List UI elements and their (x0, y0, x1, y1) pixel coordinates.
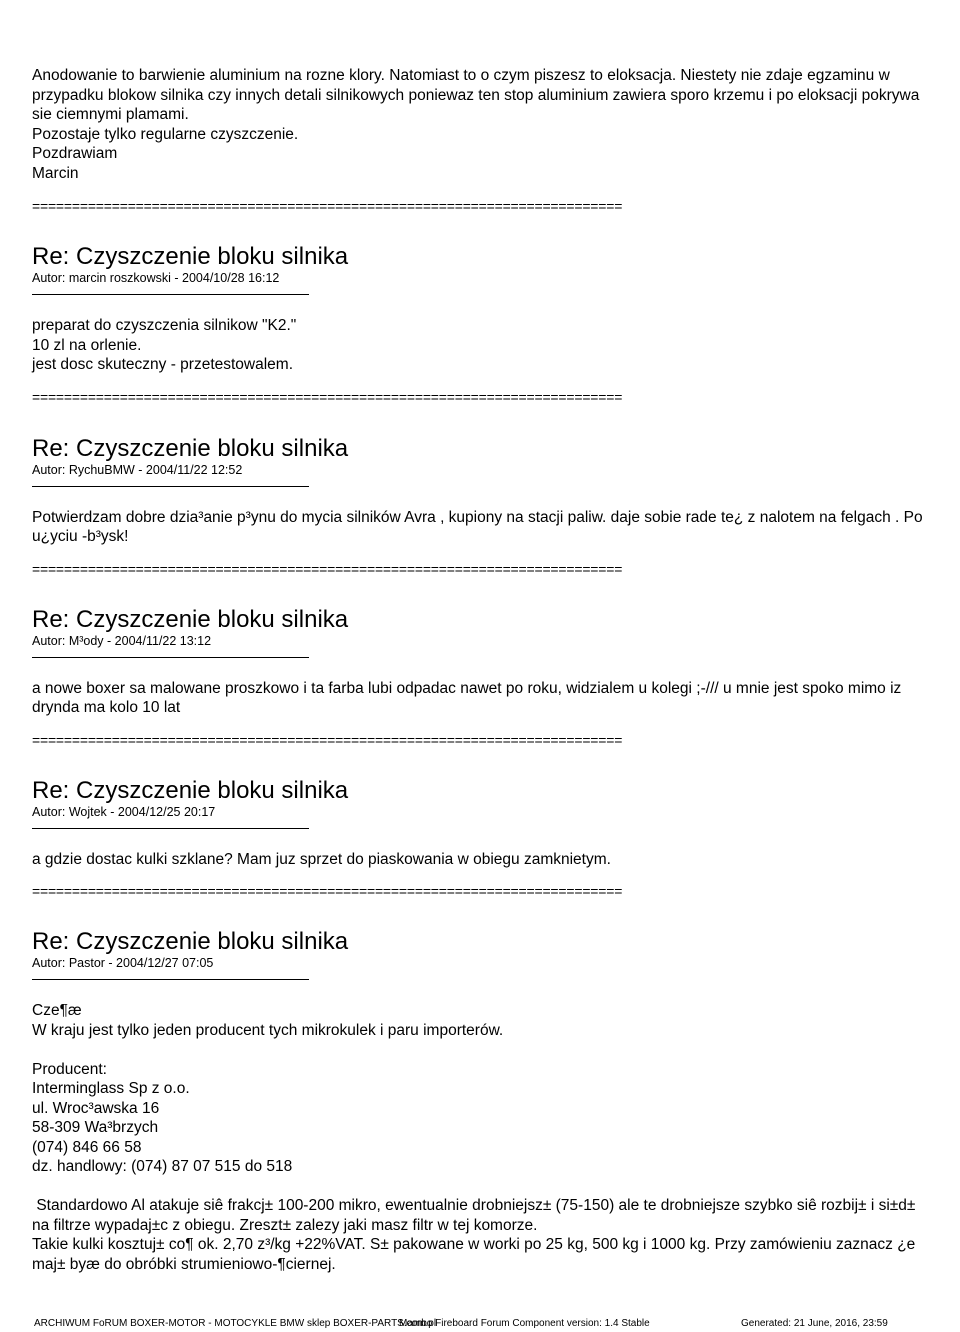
post-rule (32, 486, 309, 487)
post-body-line: Cze¶æ (32, 1002, 82, 1019)
post-separator: ========================================================================== (32, 731, 623, 748)
post (32, 777, 932, 870)
post-author: Autor: marcin roszkowski - 2004/10/28 16:12 (32, 271, 280, 285)
post-title: Re: Czyszczenie bloku silnika (32, 434, 349, 462)
post-body-line: a gdzie dostac kulki szklane? Mam juz sprzet do piaskowania w obiegu zamknietym. (32, 850, 611, 868)
post-author: Autor: Pastor - 2004/12/27 07:05 (32, 956, 214, 970)
post-separator: ========================================================================== (32, 198, 623, 214)
post-body-line: W kraju jest tylko jeden producent tych mikrokulek i paru importerów. (32, 1021, 504, 1039)
post-rule (32, 828, 309, 829)
post-body (32, 679, 932, 718)
post (32, 928, 932, 1274)
intro-line: Pozostaje tylko regularne czyszczenie. (32, 125, 299, 143)
post-title: Re: Czyszczenie bloku silnika (32, 928, 349, 955)
post-body-line: Interminglass Sp z o.o. (32, 1080, 190, 1097)
forum-thread (32, 66, 932, 1274)
intro-greeting: Pozdrawiam (32, 145, 118, 162)
post-body-line: Standardowo Al atakuje siê frakcj± 100-200 mikro, ewentualnie drobniejsz± (75-150) ale te drobniejsze szybko siê rozbij± i si±d± na filtrze wypadaj±c z obiegu. Zreszt± zalezy jaki masz filtr w tej komorze. (32, 1197, 920, 1234)
post-author: Autor: RychuBMW - 2004/11/22 12:52 (32, 462, 243, 477)
post-title: Re: Czyszczenie bloku silnika (32, 776, 349, 804)
post-title: Re: Czyszczenie bloku silnika (32, 605, 349, 633)
post-author: Autor: M³ody - 2004/11/22 13:12 (32, 633, 212, 648)
footer-component-version: Mambo Fireboard Forum Component version: 1.4 Stable (399, 1318, 650, 1329)
post-body-line: 10 zl na orlenie. (32, 336, 142, 354)
post-rule (32, 979, 309, 980)
post-body (32, 508, 932, 547)
post-body-line: Potwierdzam dobre dzia³anie p³ynu do mycia silników Avra , kupiony na stacji paliw. daje sobie rade te¿ z nalotem na felgach . Po u¿yciu -b³ysk! (32, 508, 923, 545)
post-body-line: Producent: (32, 1060, 107, 1078)
post-separator: ========================================================================== (32, 388, 623, 405)
intro-post (32, 66, 932, 183)
post (32, 606, 932, 718)
post-author: Autor: Wojtek - 2004/12/25 20:17 (32, 804, 216, 819)
footer-archive-name: ARCHIWUM FoRUM BOXER-MOTOR - MOTOCYKLE BMW sklep BOXER-PARTS.com.pl (34, 1318, 437, 1329)
intro-signature: Marcin (32, 164, 79, 182)
post-body (32, 316, 932, 375)
post-body-line: ul. Wroc³awska 16 (32, 1099, 160, 1117)
post-body-line: dz. handlowy: (074) 87 07 515 do 518 (32, 1158, 293, 1175)
post-rule (32, 294, 309, 295)
post-body (32, 1001, 932, 1274)
post-rule (32, 657, 309, 658)
post-body-line: a nowe boxer sa malowane proszkowo i ta farba lubi odpadac nawet po roku, widzialem u kolegi ;-/// u mnie jest spoko mimo iz drynda ma kolo 10 lat (32, 679, 902, 716)
post-separator: ========================================================================== (32, 560, 623, 577)
post (32, 435, 932, 547)
footer-generated-date: Generated: 21 June, 2016, 23:59 (741, 1318, 888, 1329)
post (32, 243, 932, 375)
post-title: Re: Czyszczenie bloku silnika (32, 243, 349, 270)
post-body (32, 850, 932, 870)
intro-paragraph: Anodowanie to barwienie aluminium na rozne klory. Natomiast to o czym piszesz to eloksacja. Niestety nie zdaje egzaminu w przypadku blokow silnika czy innych detali silnikowych poniewaz ten stop aluminium zawiera sporo krzemu i po eloksacji pokrywa sie ciemnymi plamami. (32, 67, 920, 123)
post-body-line: (074) 846 66 58 (32, 1138, 142, 1156)
post-body-line: jest dosc skuteczny - przetestowalem. (32, 356, 294, 373)
post-body-line: 58-309 Wa³brzych (32, 1119, 159, 1136)
post-body-line: preparat do czyszczenia silnikow "K2." (32, 317, 297, 334)
post-body-line: Takie kulki kosztuj± co¶ ok. 2,70 z³/kg +22%VAT. S± pakowane w worki po 25 kg, 500 kg i 1000 kg. Przy zamówieniu zaznacz ¿e maj± byæ do obróbki strumieniowo-¶ciernej. (32, 1236, 916, 1273)
post-separator: ========================================================================== (32, 883, 623, 899)
